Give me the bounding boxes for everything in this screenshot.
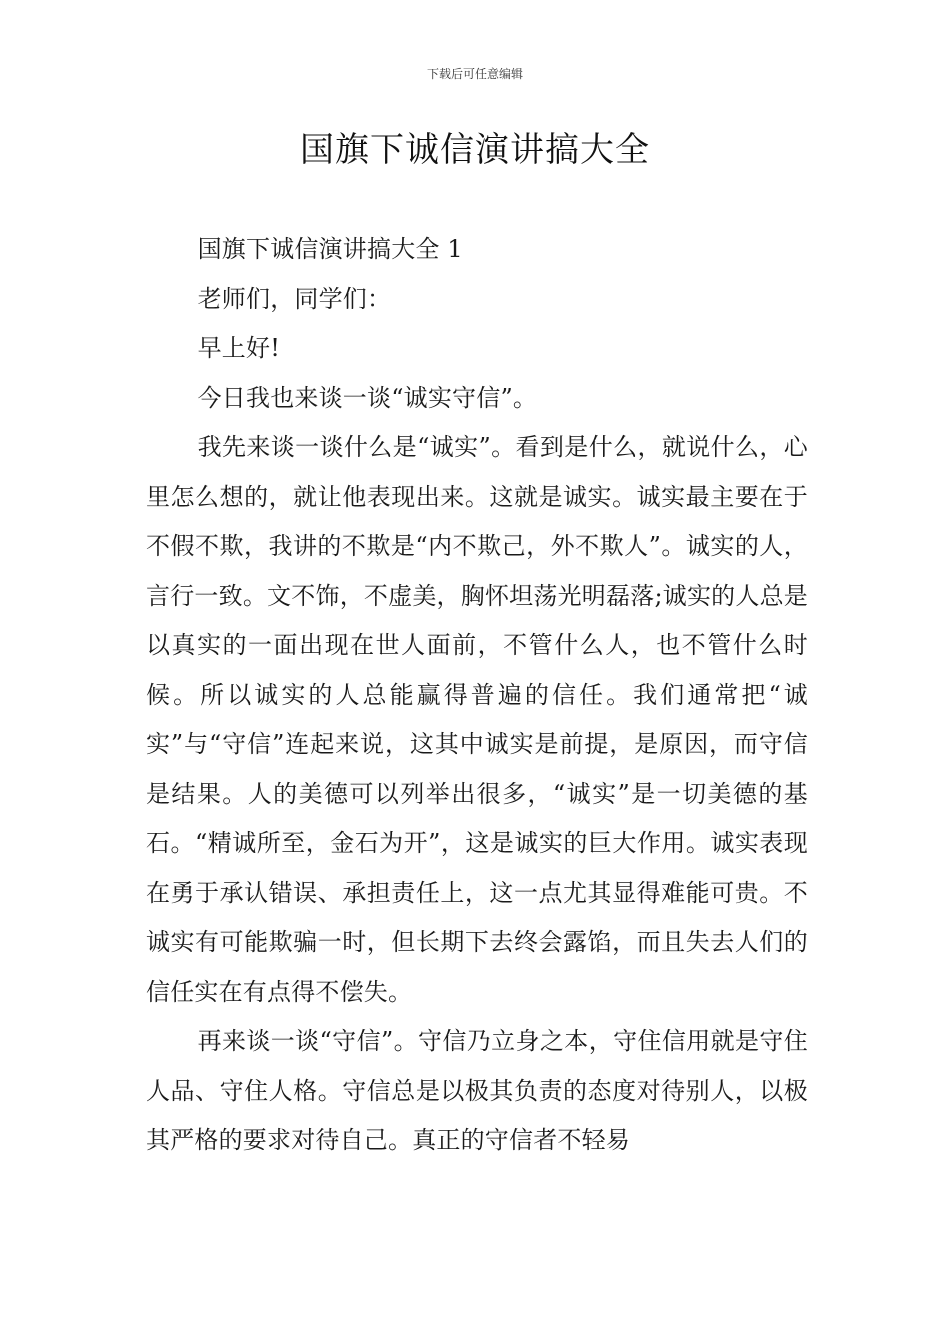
header-note: 下载后可任意编辑 bbox=[426, 67, 523, 81]
document-title: 国旗下诚信演讲搞大全 bbox=[300, 130, 650, 170]
paragraph-topic: 今日我也来谈一谈“诚实守信”。 bbox=[197, 383, 538, 412]
paragraph-greeting: 老师们，同学们： bbox=[197, 284, 392, 313]
paragraph-trust: 再来谈一谈“守信”。守信乃立身之本，守住信用就是守住人品、守住人格。守信总是以极其负责的态度对待别人，以极其严格的要求对待自己。真正的守信者不轻易 bbox=[146, 1027, 808, 1154]
document-body bbox=[146, 225, 808, 1166]
paragraph-subtitle: 国旗下诚信演讲搞大全 1 bbox=[197, 235, 463, 263]
paragraph-honesty: 我先来谈一谈什么是“诚实”。看到是什么，就说什么，心里怎么想的，就让他表现出来。这就是诚实。诚实最主要在于不假不欺，我讲的不欺是“内不欺己，外不欺人”。诚实的人，言行一致。文不饰，不虚美，胸怀坦荡光明磊落;诚实的人总是以真实的一面出现在世人面前，不管什么人，也不管什么时候。所以诚实的人总能赢得普遍的信任。我们通常把“诚实”与“守信”连起来说，这其中诚实是前提，是原因，而守信是结果。人的美德可以列举出很多，“诚实”是一切美德的基石。“精诚所至，金石为开”，这是诚实的巨大作用。诚实表现在勇于承认错误、承担责任上，这一点尤其显得难能可贵。不诚实有可能欺骗一时，但长期下去终会露馅，而且失去人们的信任实在有点得不偿失。 bbox=[146, 433, 808, 1006]
paragraph-morning: 早上好! bbox=[197, 334, 281, 362]
